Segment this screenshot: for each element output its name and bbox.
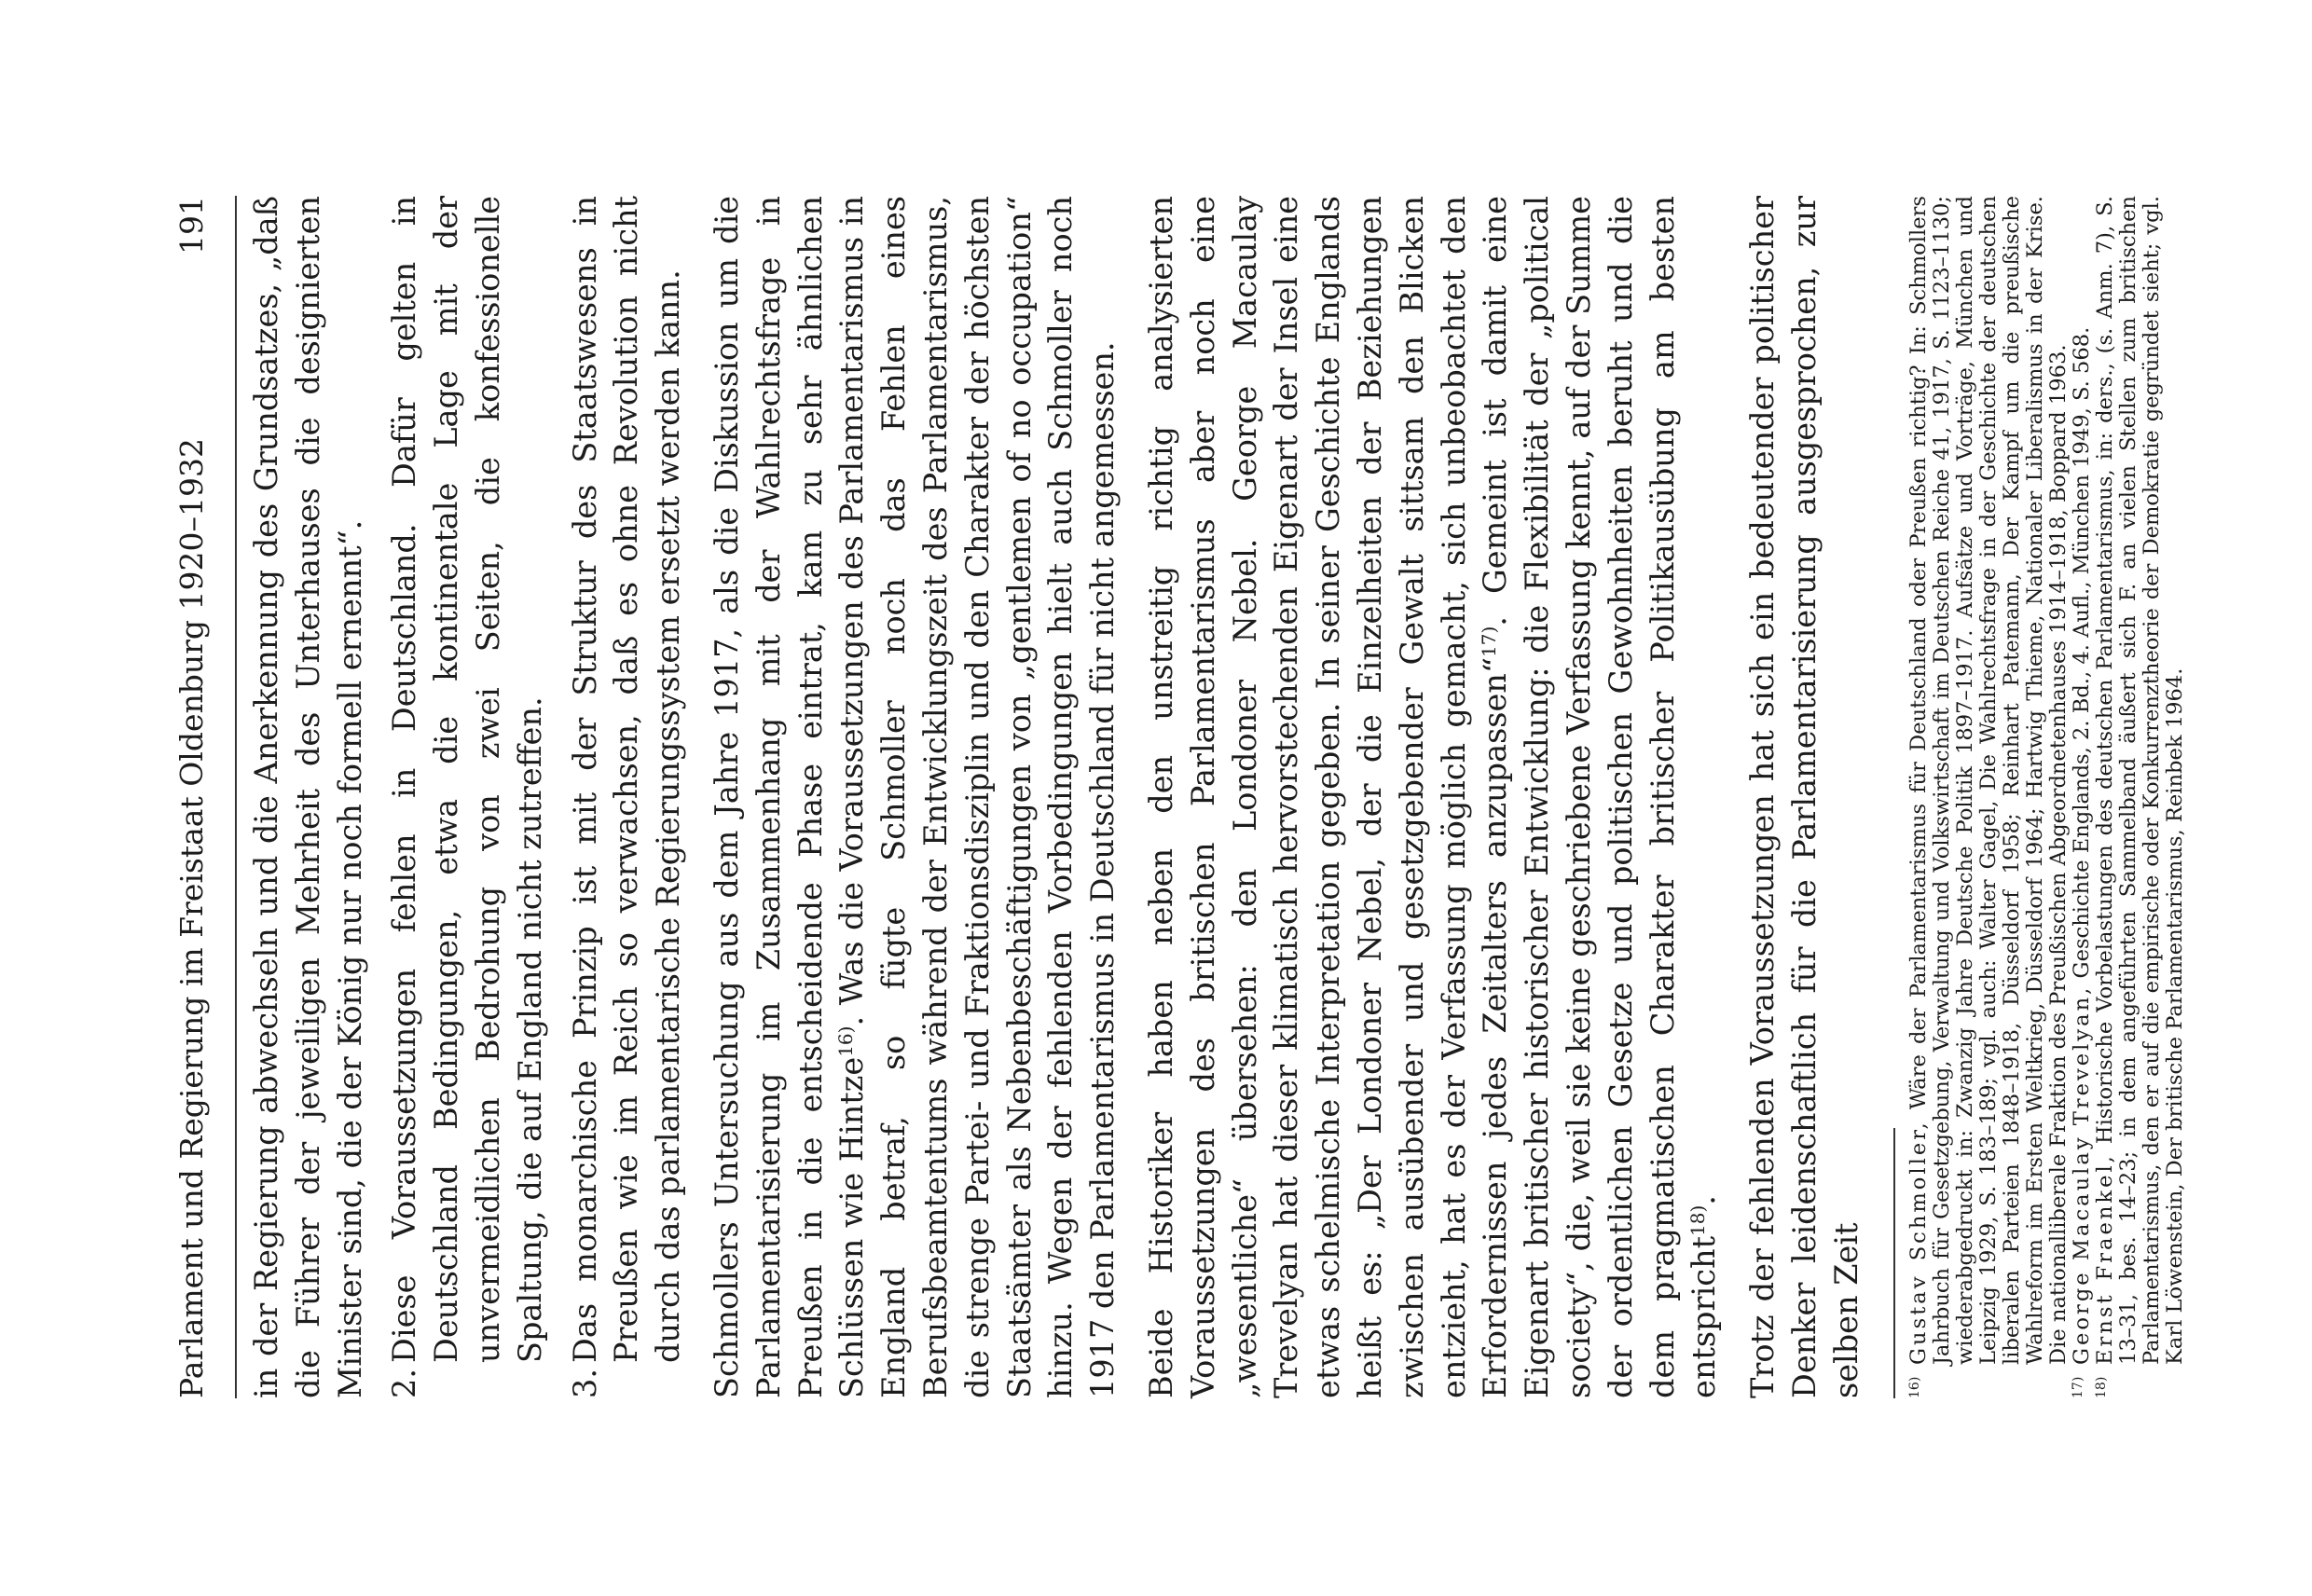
footnote-17: [2071, 196, 2094, 1398]
footnote-mark: 17): [2071, 1376, 2085, 1398]
footnote-mark: 16): [1907, 1376, 1922, 1398]
footnote-text: Wäre der Parlamentarismus für Deutschland oder Preußen richtig? In: Schmollers Jahrbuch für Gesetzgebung, Verwaltung und Volkswirtschaft im Deutschen Reiche 41, 1917, S. 1123–1130; wiederabgedruckt in: Zwanzig Jahre Deutsche Politik 1897–1917. Aufsätze und Vorträge, München und Leipzig 1929, S. 183–189; vgl. auch: Walter Gagel, Die Wahlrechtsfrage in der Geschichte der deutschen liberalen Parteien 1848–1918, Düsseldorf 1958; Reinhart Patemann, Der Kampf um die preußische Wahlreform im Ersten Weltkrieg, Düsseldorf 1964; Hartwig Thieme, Nationaler Liberalismus in der Krise. Die nationalliberale Fraktion des Preußischen Abgeordnetenhauses 1914–1918, Boppard 1963.: [1906, 196, 2071, 1365]
paragraph-text: . Gemeint ist damit eine Eigenart britischer historischer Entwicklung: die Flexibilität der „political society“, die, weil sie keine geschriebene Verfassung kennt, auf der Summe der ordentlichen Gesetze und politischen Gewohnheiten beruht und die dem pragmatischen Charakter britischer Politikausübung am besten entspricht: [1477, 196, 1723, 1398]
footnote-ref-16: 16): [834, 1025, 858, 1057]
body-text: [246, 196, 1867, 1398]
paragraph-text: Schmollers Untersuchung aus dem Jahre 1917, als die Diskussion um die Parlamentarisierung im Zusammenhang mit der Wahlrechtsfrage in Preußen in die entscheidende Phase eintrat, kam zu sehr ähnlichen Schlüssen wie Hintze: [708, 196, 871, 1398]
header-rule: [235, 196, 237, 1398]
footnote-author: Ernst Fraenkel,: [2093, 1153, 2117, 1365]
footnote-author: Gustav Schmoller,: [1906, 1120, 1931, 1365]
footnotes: [1907, 196, 2187, 1398]
footnote-text: Geschichte Englands, 2. Bd., 4. Aufl., München 1949, S. 568.: [2070, 326, 2094, 985]
footnote-18: [2094, 196, 2187, 1398]
paragraph-text: .: [1686, 1195, 1723, 1205]
list-item-3: [565, 196, 690, 1398]
paragraph-schmoller: [707, 196, 1124, 1398]
list-item-2: [384, 196, 551, 1398]
page-header: [164, 196, 220, 1398]
page-number: 191: [173, 196, 210, 255]
footnote-ref-17: 17): [1478, 626, 1501, 657]
paragraph-trotz: Trotz der fehlenden Voraussetzungen hat sich ein bedeutender politischer Denker leidenschaftlich für die Parlamentarisierung ausgesprochen, zur selben Zeit: [1744, 196, 1865, 1398]
list-number: 2.: [386, 1369, 423, 1398]
list-item-text: Diese Voraussetzungen fehlen in Deutschland. Dafür gelten in Deutschland Bedingungen, etwa die kontinentale Lage mit der unvermeidlichen Bedrohung von zwei Seiten, die konfessionelle Spaltung, die auf England nicht zutreffen.: [386, 196, 548, 1363]
list-number: 3.: [566, 1369, 603, 1398]
rotated-book-page: [164, 195, 2187, 1398]
footnote-16: [1907, 196, 2071, 1398]
running-head: Parlament und Regierung im Freistaat Oldenburg 1920–1932: [173, 438, 210, 1398]
paragraph-continuation: in der Regierung abwechseln und die Anerkennung des Grundsatzes, „daß die Führer der jeweiligen Mehrheit des Unterhauses die designierten Minister sind, die der König nur noch formell ernennt“.: [248, 196, 368, 1398]
footnote-text: Historische Vorbelastungen des deutschen Parlamentarismus, in: ders., (s. Anm. 7), S. 13–31, bes. 14–23; in dem angeführten Sammelband äußert sich F. an vielen Stellen zum britischen Parlamentarismus, den er auf die empirische oder Konkurrenztheorie der Demokratie gegründet sieht; vgl. Karl Löwenstein, Der britische Parlamentarismus, Reinbek 1964.: [2093, 196, 2187, 1365]
footnote-mark: 18): [2094, 1376, 2109, 1398]
footnote-rule: [1893, 1128, 1895, 1398]
footnote-ref-18: 18): [1686, 1204, 1710, 1236]
paragraph-text: . Was die Voraussetzungen des Parlamentarismus in England betraf, so fügte Schmoller noch das Fehlen eines Berufsbeamtentums während der Entwicklungszeit des Parlamentarismus, die strenge Partei- und Fraktionsdisziplin und den Charakter der höchsten Staatsämter als Nebenbeschäftigungen von „gentlemen of no occupation“ hinzu. Wegen der fehlenden Vorbedingungen hielt auch Schmoller noch 1917 den Parlamentarismus in Deutschland für nicht angemessen.: [833, 195, 1122, 1398]
paragraph-text: Beide Historiker haben neben den unstreitig richtig analysierten Voraussetzungen des britischen Parlamentarismus aber noch eine „wesentliche“ übersehen: den Londoner Nebel. George Macaulay Trevelyan hat dieser klimatisch hervorstechenden Eigenart der Insel eine etwas schelmische Interpretation gegeben. In seiner Geschichte Englands heißt es: „Der Londoner Nebel, der die Einzelheiten der Beziehungen zwischen ausübender und gesetzgebender Gewalt sittsam den Blicken entzieht, hat es der Verfassung möglich gemacht, sich unbeobachtet den Erfordernissen jedes Zeitalters anzupassen“: [1142, 196, 1514, 1398]
footnote-author: George Macaulay Trevelyan,: [2070, 984, 2094, 1365]
paragraph-historians: [1141, 196, 1726, 1398]
list-item-text: Das monarchische Prinzip ist mit der Struktur des Staatswesens in Preußen wie im Reich so verwachsen, daß es ohne Revolution nicht durch das parlamentarische Regierungssystem ersetzt werden kann.: [566, 196, 687, 1363]
